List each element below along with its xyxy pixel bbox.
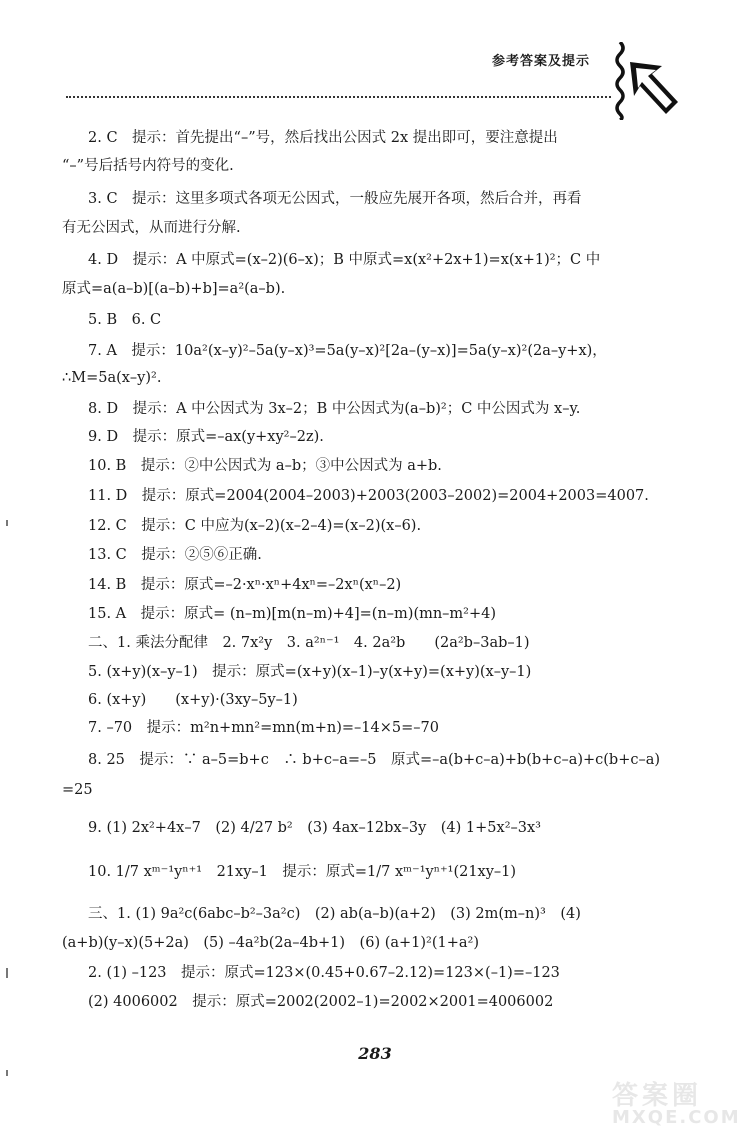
scan-mark — [6, 968, 8, 978]
answer-line: 10. B 提示：②中公因式为 a–b；③中公因式为 a+b. — [88, 458, 442, 474]
answer-line: 11. D 提示：原式=2004(2004–2003)+2003(2003–2002)=2004+2003=4007. — [88, 488, 649, 504]
page-number: 283 — [358, 1044, 392, 1063]
answer-line: 5. B 6. C — [88, 312, 162, 328]
answer-line: 14. B 提示：原式=–2·xⁿ·xⁿ+4xⁿ=–2xⁿ(xⁿ–2) — [88, 577, 402, 593]
answer-line: 13. C 提示：②⑤⑥正确. — [88, 547, 262, 563]
answer-line: ∴M=5a(x–y)². — [62, 370, 162, 386]
answer-line: 8. 25 提示：∵ a–5=b+c ∴ b+c–a=–5 原式=–a(b+c–a)+b(b+c–a)+c(b+c–a) — [88, 752, 661, 768]
answer-line: 15. A 提示：原式= (n–m)[m(n–m)+4]=(n–m)(mn–m²+4) — [88, 606, 497, 622]
answer-line: 原式=a(a–b)[(a–b)+b]=a²(a–b). — [62, 281, 286, 297]
answer-line: =25 — [62, 782, 93, 798]
watermark-bottom-text: MXQE.COM — [612, 1107, 741, 1128]
answer-line: 2. (1) –123 提示：原式=123×(0.45+0.67–2.12)=123×(–1)=–123 — [88, 965, 560, 981]
arrow-up-left-icon — [628, 60, 680, 116]
answer-line: 三、1. (1) 9a²c(6abc–b²–3a²c) (2) ab(a–b)(a+2) (3) 2m(m–n)³ (4) — [88, 906, 581, 922]
watermark-logo — [608, 1075, 748, 1129]
answer-line: 12. C 提示：C 中应为(x–2)(x–2–4)=(x–2)(x–6). — [88, 518, 422, 534]
answer-line: 二、1. 乘法分配律 2. 7x²y 3. a²ⁿ⁻¹ 4. 2a²b (2a²b–3ab–1) — [88, 635, 530, 651]
answer-line: 4. D 提示：A 中原式=(x–2)(6–x)；B 中原式=x(x²+2x+1)=x(x+1)²；C 中 — [88, 252, 601, 268]
answer-line: 6. (x+y) (x+y)·(3xy–5y–1) — [88, 692, 298, 708]
answer-line: 9. D 提示：原式=–ax(y+xy²–2z). — [88, 429, 324, 445]
answer-line: (a+b)(y–x)(5+2a) (5) –4a²b(2a–4b+1) (6) (a+1)²(1+a²) — [62, 935, 480, 951]
answer-line: 10. 1/7 xᵐ⁻¹yⁿ⁺¹ 21xy–1 提示：原式=1/7 xᵐ⁻¹yⁿ⁺¹(21xy–1) — [88, 864, 517, 880]
scan-mark — [6, 520, 8, 526]
answer-line: “–”号后括号内符号的变化. — [62, 158, 234, 174]
header-title: 参考答案及提示 — [492, 54, 591, 69]
answer-line: 7. –70 提示：m²n+mn²=mn(m+n)=–14×5=–70 — [88, 720, 439, 736]
answer-line: 3. C 提示：这里多项式各项无公因式，一般应先展开各项，然后合并，再看 — [88, 191, 582, 207]
answer-line: 7. A 提示：10a²(x–y)²–5a(y–x)³=5a(y–x)²[2a–(y–x)]=5a(y–x)²(2a–y+x)， — [88, 343, 607, 359]
answer-line: (2) 4006002 提示：原式=2002(2002–1)=2002×2001=4006002 — [88, 994, 554, 1010]
wavy-line-icon — [612, 42, 628, 120]
scan-mark — [6, 1070, 8, 1076]
watermark-top-text: 答案圈 — [612, 1081, 703, 1111]
answer-line: 9. (1) 2x²+4x–7 (2) 4/27 b² (3) 4ax–12bx–3y (4) 1+5x²–3x³ — [88, 820, 541, 836]
answer-line: 8. D 提示：A 中公因式为 3x–2；B 中公因式为(a–b)²；C 中公因式为 x–y. — [88, 401, 581, 417]
header-dotted-rule — [66, 96, 611, 98]
answer-line: 5. (x+y)(x–y–1) 提示：原式=(x+y)(x–1)–y(x+y)=(x+y)(x–y–1) — [88, 664, 532, 680]
answer-line: 有无公因式，从而进行分解. — [62, 220, 241, 236]
answer-line: 2. C 提示：首先提出“–”号，然后找出公因式 2x 提出即可，要注意提出 — [88, 130, 558, 146]
